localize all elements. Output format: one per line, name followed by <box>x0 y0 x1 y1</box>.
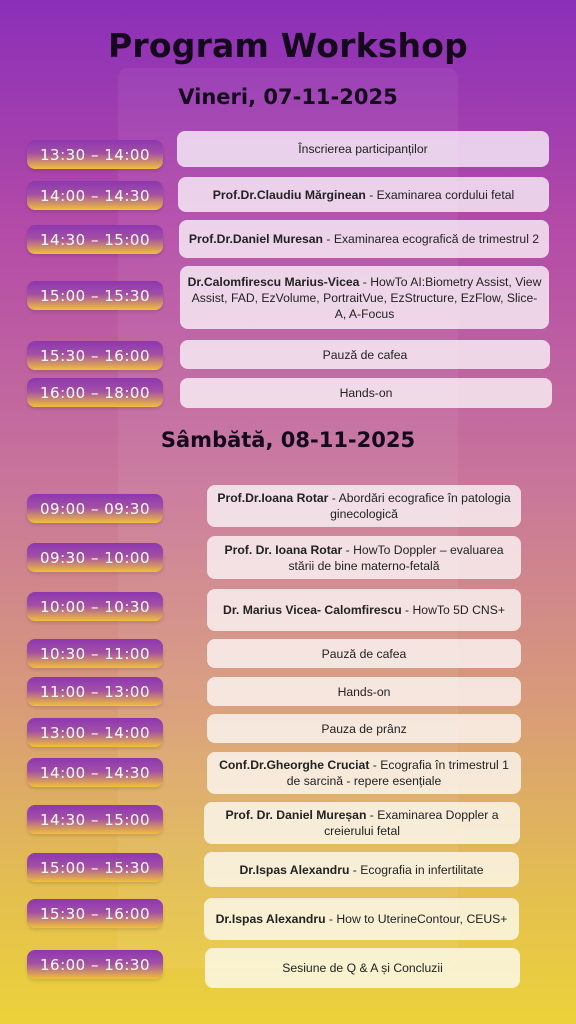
session-topic: Pauza de prânz <box>321 721 407 736</box>
speaker-name: Prof.Dr.Ioana Rotar <box>217 491 329 505</box>
time-slot: 14:00 – 14:30 <box>27 758 163 787</box>
session-card <box>207 639 521 668</box>
session-topic: - HowTo 5D CNS+ <box>401 603 505 617</box>
time-slot: 15:30 – 16:00 <box>27 341 163 370</box>
session-card <box>207 752 521 794</box>
time-slot: 10:00 – 10:30 <box>27 592 163 621</box>
time-slot: 15:00 – 15:30 <box>27 281 163 310</box>
time-slot: 13:00 – 14:00 <box>27 718 163 747</box>
session-topic: - How to UterineContour, CEUS+ <box>325 912 508 926</box>
session-topic: Pauză de cafea <box>322 347 408 362</box>
session-topic: - Examinarea ecografică de trimestrul 2 <box>323 232 540 246</box>
session-topic: - Examinarea cordului fetal <box>365 187 515 202</box>
session-card <box>205 948 520 988</box>
time-slot: 10:30 – 11:00 <box>27 639 163 668</box>
speaker-name: Prof. Dr. Daniel Mureșan <box>225 808 367 822</box>
session-topic: Înscrierea participanților <box>298 142 428 156</box>
speaker-name: Dr.Ispas Alexandru <box>239 862 350 877</box>
time-slot: 09:30 – 10:00 <box>27 543 163 572</box>
session-topic: Hands-on <box>339 386 393 400</box>
day-heading-friday: Vineri, 07-11-2025 <box>178 85 398 109</box>
time-slot: 13:30 – 14:00 <box>27 140 163 169</box>
session-card <box>207 536 521 579</box>
speaker-name: Prof.Dr.Claudiu Mărginean <box>212 187 366 202</box>
time-slot: 14:30 – 15:00 <box>27 225 163 254</box>
session-card <box>177 131 549 167</box>
time-slot: 15:00 – 15:30 <box>27 853 163 882</box>
speaker-name: Prof.Dr.Daniel Muresan <box>188 232 323 246</box>
session-card <box>204 802 520 844</box>
speaker-name: Prof. Dr. Ioana Rotar <box>224 542 343 557</box>
session-topic: Sesiune de Q & A și Concluzii <box>282 961 443 975</box>
session-topic: - Ecografia în trimestrul 1 de sarcină - repere esențiale <box>286 758 509 788</box>
session-card <box>204 898 519 940</box>
time-slot: 16:00 – 18:00 <box>27 378 163 407</box>
session-card <box>204 852 519 887</box>
time-slot: 16:00 – 16:30 <box>27 950 163 979</box>
session-card <box>180 378 552 408</box>
session-card <box>207 714 521 743</box>
session-card <box>180 266 549 329</box>
session-topic: Pauză de cafea <box>321 646 407 661</box>
session-card <box>179 220 549 258</box>
speaker-name: Conf.Dr.Gheorghe Cruciat <box>219 758 370 772</box>
session-topic: - Abordări ecografice în patologia ginecologică <box>328 491 511 521</box>
time-slot: 09:00 – 09:30 <box>27 494 163 523</box>
session-card <box>207 485 521 527</box>
time-slot: 15:30 – 16:00 <box>27 899 163 928</box>
session-card <box>178 177 549 212</box>
session-card <box>180 340 550 369</box>
speaker-name: Dr.Calomfirescu Marius-Vicea <box>187 274 360 289</box>
time-slot: 14:00 – 14:30 <box>27 181 163 210</box>
session-topic: - Examinarea Doppler a creierului fetal <box>324 808 499 838</box>
page-title: Program Workshop <box>108 26 468 65</box>
session-topic: Hands-on <box>337 684 391 699</box>
time-slot: 11:00 – 13:00 <box>27 677 163 706</box>
session-topic: - Ecografia in infertilitate <box>349 862 484 877</box>
speaker-name: Dr.Ispas Alexandru <box>215 912 326 926</box>
day-heading-saturday: Sâmbătă, 08-11-2025 <box>160 428 416 452</box>
session-card <box>207 677 521 706</box>
session-topic: - HowTo AI:Biometry Assist, View Assist, FAD, EzVolume, PortraitVue, EzStructure, EzFlow, Slice-A, A-Focus <box>191 274 542 321</box>
session-topic: - HowTo Doppler – evaluarea stării de bine materno-fetală <box>288 542 504 573</box>
speaker-name: Dr. Marius Vicea- Calomfirescu <box>223 603 402 617</box>
session-card <box>207 589 521 631</box>
time-slot: 14:30 – 15:00 <box>27 805 163 834</box>
